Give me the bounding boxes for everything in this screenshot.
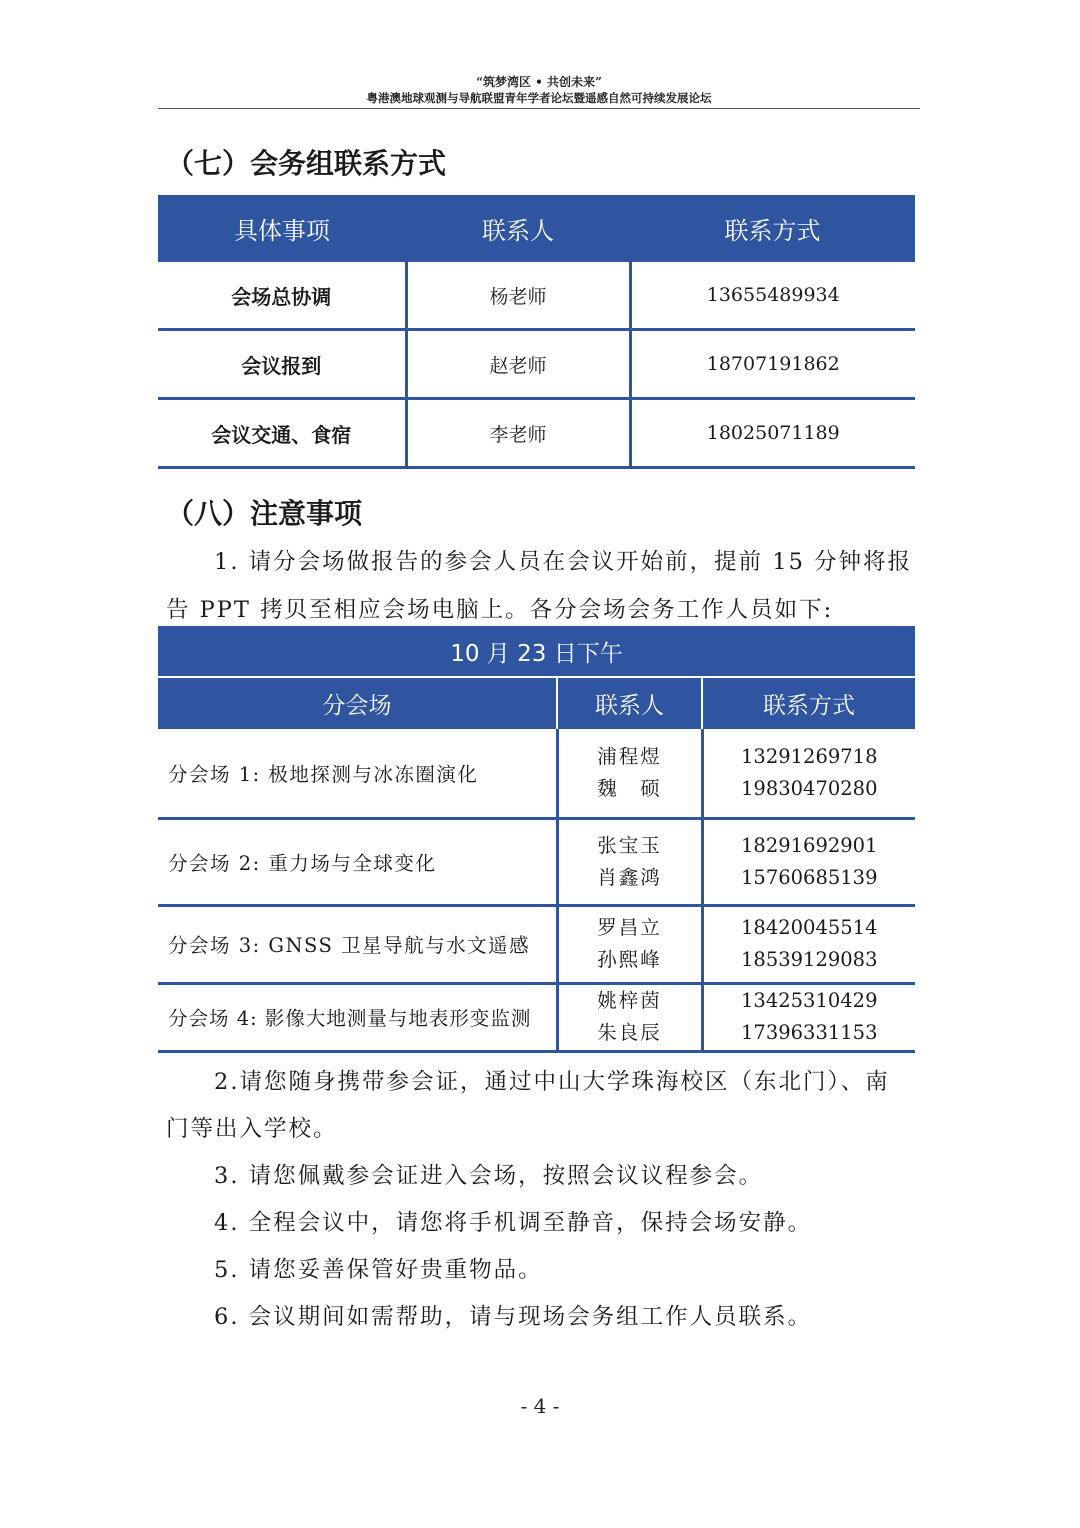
table-row xyxy=(158,905,915,983)
notice-item-2-line-1: 2.请您随身携带参会证，通过中山大学珠海校区（东北门）、南 xyxy=(214,1069,890,1095)
column-header-venue: 分会场 xyxy=(158,677,557,729)
phone-cell xyxy=(702,905,915,983)
table-row xyxy=(158,818,915,905)
contact-table-header xyxy=(158,195,915,262)
notice-item-1-line-2: 告 PPT 拷贝至相应会场电脑上。各分会场会务工作人员如下: xyxy=(166,597,834,623)
session-staff-table xyxy=(158,626,915,1053)
phone-number: 18420045514 xyxy=(741,916,878,939)
header-slogan: “筑梦湾区 • 共创未来” xyxy=(476,75,602,89)
table-row xyxy=(158,729,915,818)
contact-name: 姚梓茵 xyxy=(597,989,662,1012)
notice-item-6: 6. 会议期间如需帮助，请与现场会务组工作人员联系。 xyxy=(214,1304,813,1330)
session-date: 10 月 23 日下午 xyxy=(158,626,915,677)
contact-cell: 李老师 xyxy=(406,399,630,468)
contact-name: 孙熙峰 xyxy=(597,948,662,971)
section-8-title: （八）注意事项 xyxy=(166,497,363,530)
page-header xyxy=(158,74,920,106)
phone-cell xyxy=(702,818,915,905)
phone-cell: 18707191862 xyxy=(630,330,915,399)
column-header-phone: 联系方式 xyxy=(702,677,915,729)
column-header-phone: 联系方式 xyxy=(630,195,915,262)
venue-cell: 分会场 2: 重力场与全球变化 xyxy=(158,818,557,905)
column-header-contact: 联系人 xyxy=(406,195,630,262)
notice-item-1-line-1: 1. 请分会场做报告的参会人员在会议开始前，提前 15 分钟将报 xyxy=(214,549,913,575)
contact-cell: 赵老师 xyxy=(406,330,630,399)
phone-cell: 18025071189 xyxy=(630,399,915,468)
notice-item-5: 5. 请您妥善保管好贵重物品。 xyxy=(214,1257,543,1283)
contact-cell xyxy=(557,905,702,983)
venue-cell: 分会场 4: 影像大地测量与地表形变监测 xyxy=(158,983,557,1051)
header-divider xyxy=(158,108,920,109)
contact-name: 张宝玉 xyxy=(597,833,662,857)
phone-number: 13291269718 xyxy=(741,744,878,768)
phone-cell xyxy=(702,983,915,1051)
phone-number: 15760685139 xyxy=(741,865,878,889)
page-number: - 4 - xyxy=(520,1394,560,1418)
notice-item-2-line-2: 门等出入学校。 xyxy=(166,1116,338,1142)
table-row xyxy=(158,330,915,399)
section-7-title: （七）会务组联系方式 xyxy=(166,147,447,180)
phone-number: 18291692901 xyxy=(741,833,878,857)
column-header-contact: 联系人 xyxy=(557,677,702,729)
session-date-row xyxy=(158,626,915,677)
phone-number: 18539129083 xyxy=(741,948,878,971)
table-row xyxy=(158,399,915,468)
contact-name: 浦程煜 xyxy=(597,744,662,768)
header-forum-name: 粤港澳地球观测与导航联盟青年学者论坛暨遥感自然可持续发展论坛 xyxy=(366,91,712,105)
phone-cell: 13655489934 xyxy=(630,262,915,330)
contact-cell xyxy=(557,818,702,905)
contact-cell: 杨老师 xyxy=(406,262,630,330)
session-table-header xyxy=(158,677,915,729)
contact-cell xyxy=(557,729,702,818)
item-cell: 会议交通、食宿 xyxy=(158,399,406,468)
contact-name: 朱良辰 xyxy=(597,1021,662,1044)
contact-name: 肖鑫鸿 xyxy=(597,865,662,889)
contact-table xyxy=(158,195,915,469)
table-row xyxy=(158,262,915,330)
contact-name: 魏 硕 xyxy=(597,776,662,800)
phone-number: 17396331153 xyxy=(741,1021,878,1044)
item-cell: 会场总协调 xyxy=(158,262,406,330)
phone-number: 19830470280 xyxy=(741,776,878,800)
phone-number: 13425310429 xyxy=(741,989,878,1012)
table-row xyxy=(158,983,915,1051)
notice-item-3: 3. 请您佩戴参会证进入会场，按照会议议程参会。 xyxy=(214,1163,764,1189)
contact-cell xyxy=(557,983,702,1051)
item-cell: 会议报到 xyxy=(158,330,406,399)
phone-cell xyxy=(702,729,915,818)
notice-item-4: 4. 全程会议中，请您将手机调至静音，保持会场安静。 xyxy=(214,1210,813,1236)
venue-cell: 分会场 3: GNSS 卫星导航与水文遥感 xyxy=(158,905,557,983)
venue-cell: 分会场 1: 极地探测与冰冻圈演化 xyxy=(158,729,557,818)
column-header-item: 具体事项 xyxy=(158,195,406,262)
contact-name: 罗昌立 xyxy=(597,916,662,939)
